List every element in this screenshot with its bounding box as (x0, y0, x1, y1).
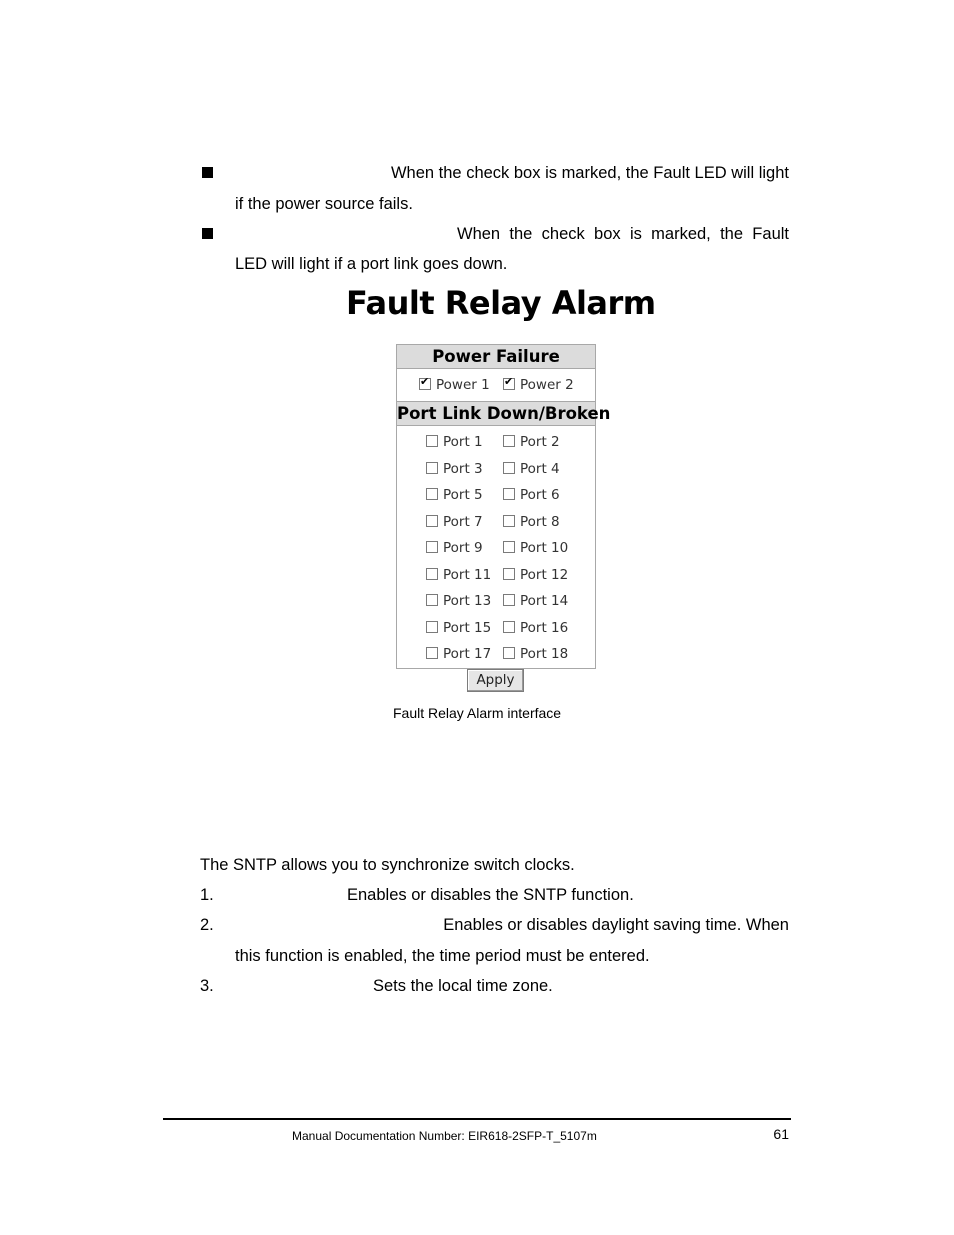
page-number: 61 (773, 1126, 789, 1142)
port-link-header: Port Link Down/Broken (397, 402, 595, 426)
port-checkbox[interactable]: Port 4 (503, 461, 560, 477)
port-checkbox[interactable]: Port 3 (426, 461, 483, 477)
port-checkbox[interactable]: Port 14 (503, 593, 568, 609)
checkbox-icon (503, 435, 515, 447)
fault-relay-title: Fault Relay Alarm (346, 284, 656, 322)
port-checkbox[interactable]: Port 2 (503, 434, 560, 450)
checkbox-icon (426, 568, 438, 580)
bullet-1-line-2: if the power source fails. (235, 195, 413, 213)
bullet-2-line-1: When the check box is marked, the Fault (457, 225, 789, 243)
sntp-item-2-continuation: this function is enabled, the time period must be entered. (235, 947, 650, 965)
fault-relay-panel (396, 344, 611, 669)
port-checkbox[interactable]: Port 1 (426, 434, 483, 450)
checkbox-icon (426, 621, 438, 633)
checkbox-icon (503, 594, 515, 606)
footer-divider (163, 1118, 791, 1120)
port-checkbox[interactable]: Port 8 (503, 514, 560, 530)
bullet-square-icon (202, 228, 213, 239)
checkbox-icon (419, 378, 431, 390)
checkbox-icon (426, 435, 438, 447)
checkbox-icon (426, 515, 438, 527)
bullet-2-line-2: LED will light if a port link goes down. (235, 255, 508, 273)
port-checkbox[interactable]: Port 12 (503, 567, 568, 583)
checkbox-icon (426, 594, 438, 606)
sntp-item-2-text: Enables or disables daylight saving time. When (443, 916, 789, 934)
checkbox-icon (503, 378, 515, 390)
port-checkbox[interactable]: Port 6 (503, 487, 560, 503)
port-checkbox[interactable]: Port 13 (426, 593, 491, 609)
bullet-1-line-1: When the check box is marked, the Fault LED will light (390, 164, 789, 182)
checkbox-icon (503, 621, 515, 633)
bullet-square-icon (202, 167, 213, 178)
power-1-checkbox[interactable]: ✔Power 1 (419, 377, 490, 393)
port-options (397, 426, 595, 666)
sntp-item-1-text: Enables or disables the SNTP function. (347, 886, 634, 904)
port-checkbox[interactable]: Port 18 (503, 646, 568, 662)
sntp-item-1-number: 1. (200, 886, 214, 904)
port-checkbox[interactable]: Port 10 (503, 540, 568, 556)
sntp-intro: The SNTP allows you to synchronize switch clocks. (200, 856, 575, 874)
sntp-item-2-number: 2. (200, 916, 214, 934)
checkbox-icon (426, 647, 438, 659)
sntp-item-3-text: Sets the local time zone. (373, 977, 553, 995)
power-failure-header: Power Failure (397, 345, 595, 369)
power-2-checkbox[interactable]: ✔ Power 2 (503, 377, 574, 393)
port-checkbox[interactable]: Port 9 (426, 540, 483, 556)
checkbox-icon (503, 462, 515, 474)
port-checkbox[interactable]: Port 16 (503, 620, 568, 636)
checkbox-icon (426, 488, 438, 500)
checkbox-icon (503, 647, 515, 659)
port-checkbox[interactable]: Port 17 (426, 646, 491, 662)
checkbox-icon (503, 541, 515, 553)
apply-button[interactable]: Apply (467, 669, 524, 692)
footer-doc-number: Manual Documentation Number: EIR618-2SFP-T_5107m (292, 1129, 597, 1143)
figure-caption: Fault Relay Alarm interface (393, 705, 562, 721)
port-checkbox[interactable]: Port 7 (426, 514, 483, 530)
port-checkbox[interactable]: Port 11 (426, 567, 491, 583)
checkbox-icon (503, 568, 515, 580)
port-checkbox[interactable]: Port 5 (426, 487, 483, 503)
power-options (397, 369, 595, 402)
checkbox-icon (426, 541, 438, 553)
checkbox-icon (503, 488, 515, 500)
checkbox-icon (503, 515, 515, 527)
port-checkbox[interactable]: Port 15 (426, 620, 491, 636)
sntp-item-3-number: 3. (200, 977, 214, 995)
checkbox-icon (426, 462, 438, 474)
